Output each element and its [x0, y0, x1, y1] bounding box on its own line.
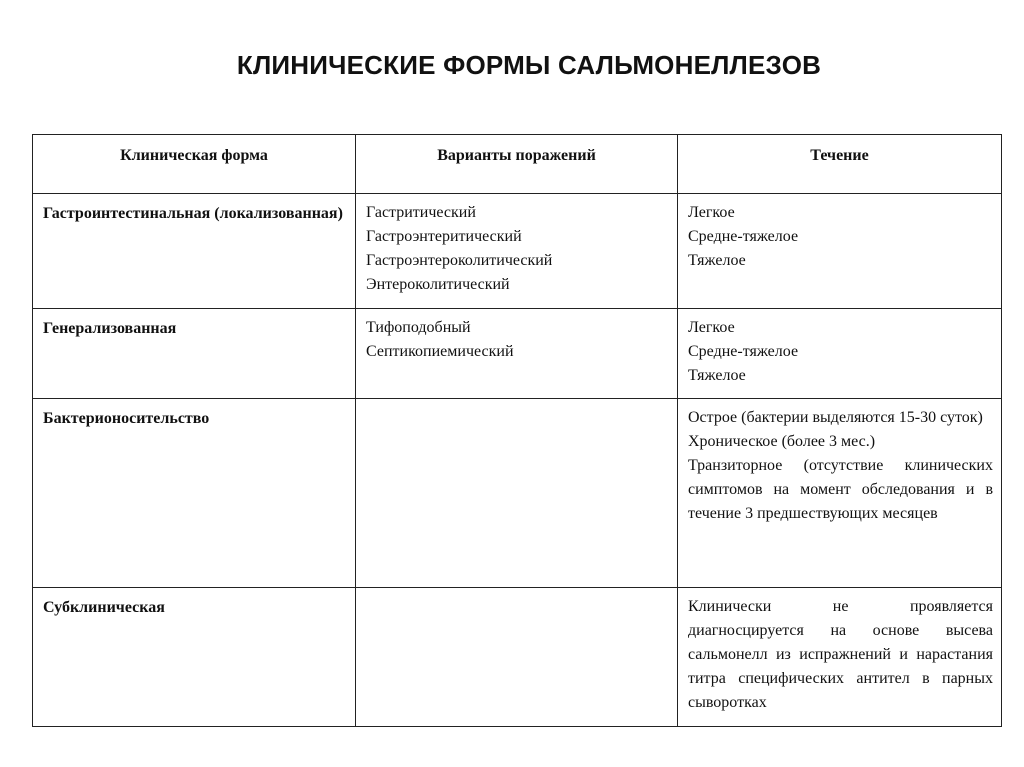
table-row [33, 309, 1002, 399]
variant-item: Септикопиемический [366, 343, 514, 360]
course-cell [678, 309, 1002, 399]
table-row [33, 399, 1002, 588]
variant-item: Гастроэнтероколитический [366, 252, 553, 269]
course-item: Острое (бактерии выделяются 15-30 суток) [688, 409, 983, 426]
course-item: Средне-тяжелое [688, 343, 799, 360]
course-item: Легкое [688, 204, 735, 221]
variant-item: Тифоподобный [366, 319, 471, 336]
course-item: Средне-тяжелое [688, 228, 799, 245]
form-name-cell: Гастроинтестинальная (локализованная) [33, 194, 356, 309]
header-course: Течение [678, 135, 1002, 194]
course-cell [678, 588, 1002, 727]
variant-item: Гастритический [366, 204, 476, 221]
course-item: Тяжелое [688, 367, 746, 384]
page-title: КЛИНИЧЕСКИЕ ФОРМЫ САЛЬМОНЕЛЛЕЗОВ [236, 50, 822, 80]
table-row [33, 588, 1002, 727]
header-variants: Варианты поражений [356, 135, 678, 194]
course-item: Тяжелое [688, 252, 746, 269]
variant-item: Энтероколитический [366, 276, 510, 293]
variant-item: Гастроэнтеритический [366, 228, 522, 245]
table-row [33, 194, 1002, 309]
header-clinical-form: Клиническая форма [33, 135, 356, 194]
variants-cell [356, 588, 678, 727]
clinical-forms-table [32, 134, 1002, 727]
course-cell [678, 399, 1002, 588]
course-item: Хроническое (более 3 мес.) [688, 433, 876, 450]
table-header-row [33, 135, 1002, 194]
course-item: Клинически не проявляется диагносцируется на основе высева сальмонелл из испражнений и нарастания титра специфических антител в парных сыворотках [688, 598, 993, 711]
course-item: Транзиторное (отсутствие клинических симптомов на момент обследования и в течение 3 предшествующих месяцев [688, 457, 993, 522]
course-item: Легкое [688, 319, 735, 336]
variants-cell [356, 194, 678, 309]
variants-cell [356, 399, 678, 588]
form-name-cell: Бактерионосительство [33, 399, 356, 588]
course-cell [678, 194, 1002, 309]
form-name-cell: Субклиническая [33, 588, 356, 727]
variants-cell [356, 309, 678, 399]
form-name-cell: Генерализованная [33, 309, 356, 399]
